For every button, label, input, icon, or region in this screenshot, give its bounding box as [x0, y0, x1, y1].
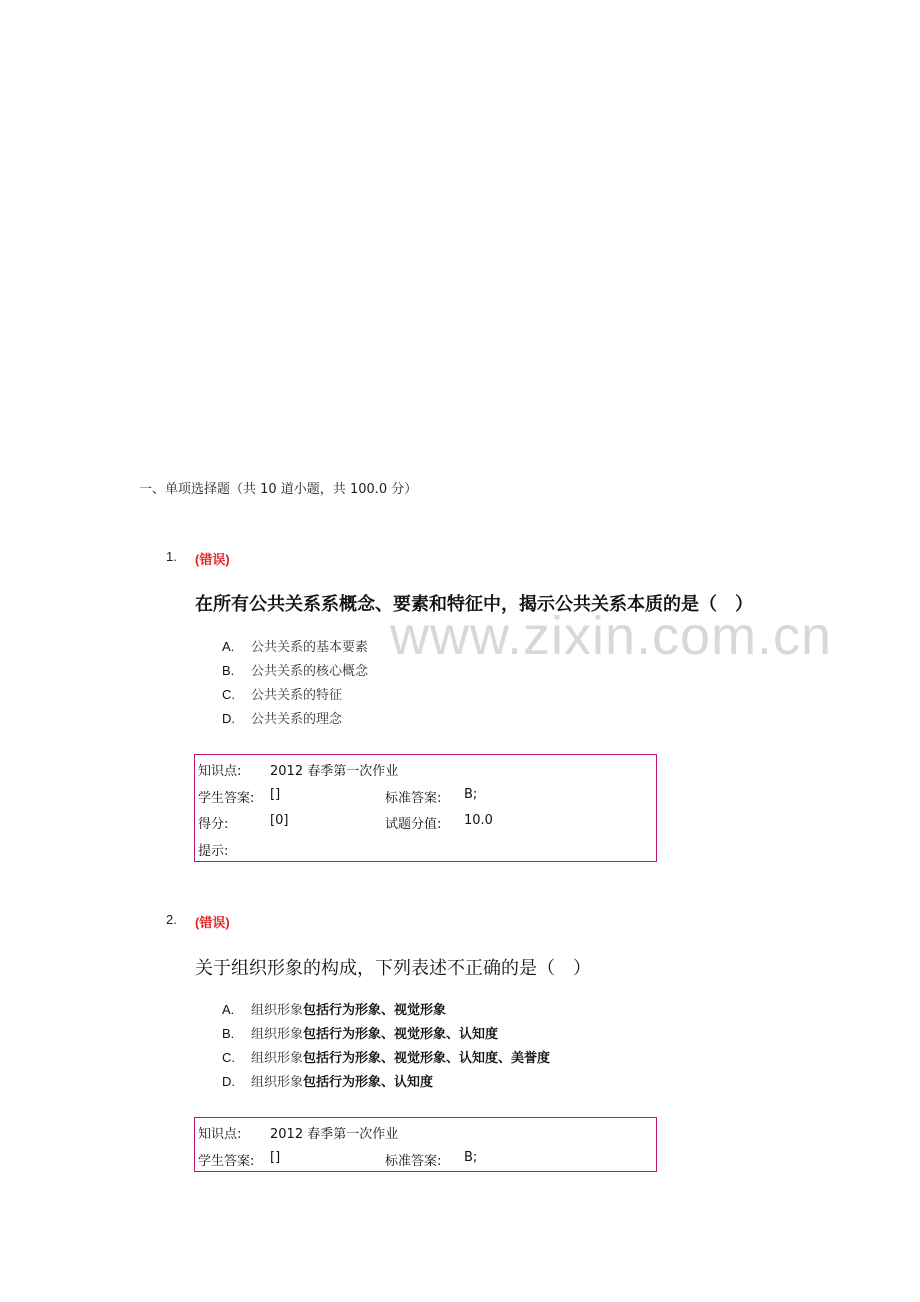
points-value: 10.0	[464, 813, 493, 828]
option-text: 公共关系的理念	[251, 712, 343, 727]
option-text-prefix: 组织形象	[251, 1003, 304, 1018]
option-letter: C.	[222, 687, 235, 702]
option-text: 包括行为形象、视觉形象、认知度、美誉度	[303, 1051, 551, 1066]
standard-answer-value: B;	[464, 1149, 478, 1165]
student-answer-label: 学生答案:	[198, 1153, 255, 1169]
section-title: 一、单项选择题（共 10 道小题，共 100.0 分）	[139, 482, 418, 497]
option-letter: C.	[222, 1050, 235, 1065]
option-d[interactable]	[222, 1073, 433, 1091]
option-c[interactable]	[222, 1049, 550, 1067]
option-letter: D.	[222, 711, 235, 726]
standard-answer-label: 标准答案:	[385, 790, 442, 806]
question-number: 1.	[166, 549, 177, 564]
knowledge-value: 2012 春季第一次作业	[270, 1127, 399, 1142]
knowledge-label: 知识点:	[198, 1127, 242, 1142]
knowledge-value: 2012 春季第一次作业	[270, 764, 399, 779]
option-text: 公共关系的基本要素	[251, 640, 369, 655]
question-stem: 关于组织形象的构成，下列表述不正确的是（ ）	[195, 958, 591, 979]
option-a[interactable]	[222, 1001, 446, 1019]
option-a[interactable]	[222, 638, 368, 656]
option-letter: A.	[222, 639, 235, 654]
answer-info-box	[194, 1117, 657, 1172]
knowledge-label: 知识点:	[198, 764, 242, 779]
question-number: 2.	[166, 912, 177, 927]
option-text: 包括行为形象、视觉形象、认知度	[303, 1027, 499, 1042]
option-text: 包括行为形象、认知度	[303, 1075, 434, 1090]
watermark: www.zixin.com.cn	[390, 606, 833, 666]
score-value: [0]	[270, 813, 289, 828]
standard-answer-value: B;	[464, 786, 478, 802]
option-text: 公共关系的特征	[251, 688, 343, 703]
student-answer-value: []	[270, 1149, 281, 1165]
option-b[interactable]	[222, 662, 368, 680]
student-answer-value: []	[270, 786, 281, 802]
hint-label: 提示:	[198, 843, 229, 859]
option-letter: B.	[222, 1026, 235, 1041]
standard-answer-label: 标准答案:	[385, 1153, 442, 1169]
option-text: 包括行为形象、视觉形象	[303, 1003, 447, 1018]
option-text-prefix: 组织形象	[251, 1051, 304, 1066]
option-d[interactable]	[222, 710, 342, 728]
option-text-prefix: 组织形象	[251, 1027, 304, 1042]
option-text-prefix: 组织形象	[251, 1075, 304, 1090]
question-stem: 在所有公共关系系概念、要素和特征中，揭示公共关系本质的是（ ）	[195, 594, 753, 615]
option-letter: B.	[222, 663, 235, 678]
question-status: (错误)	[195, 915, 230, 930]
option-text: 公共关系的核心概念	[251, 664, 369, 679]
option-letter: D.	[222, 1074, 235, 1089]
question-status: (错误)	[195, 552, 230, 567]
option-b[interactable]	[222, 1025, 498, 1043]
score-label: 得分:	[198, 817, 229, 832]
option-letter: A.	[222, 1002, 235, 1017]
student-answer-label: 学生答案:	[198, 790, 255, 806]
points-label: 试题分值:	[385, 817, 442, 832]
option-c[interactable]	[222, 686, 342, 704]
answer-info-box	[194, 754, 657, 862]
